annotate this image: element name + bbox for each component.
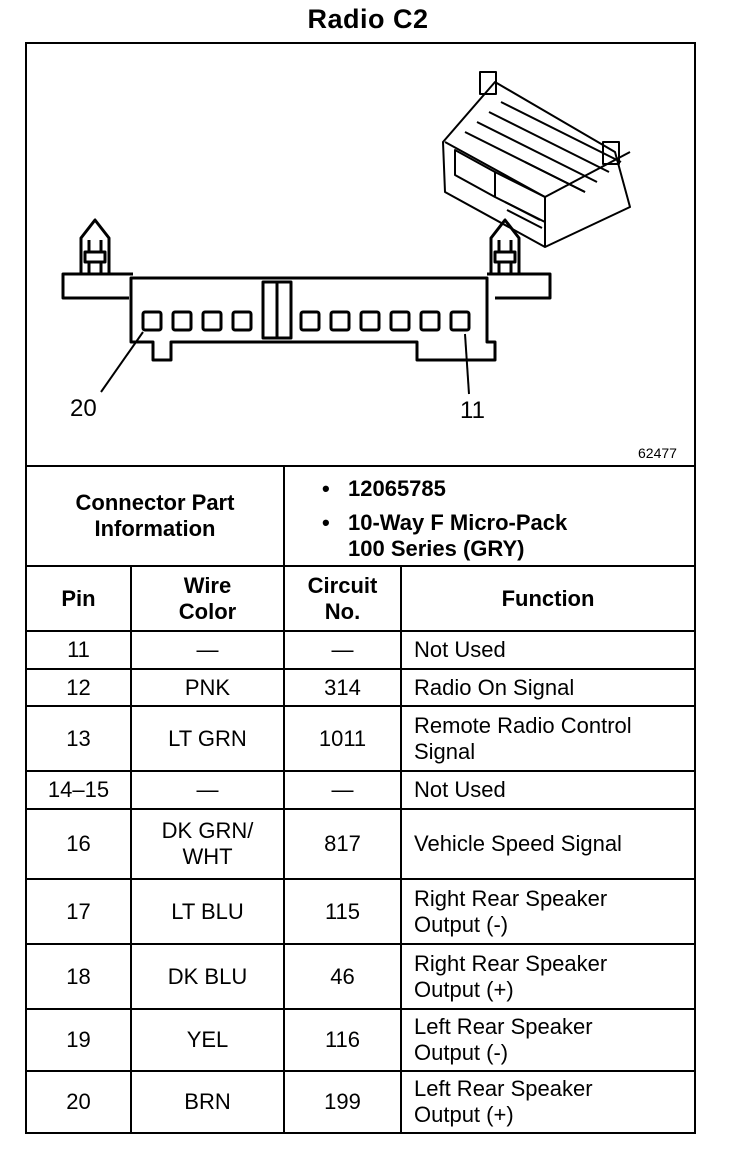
connector-info-label: Connector Part Information bbox=[75, 490, 235, 541]
wire-color-cell: DK GRN/ WHT bbox=[161, 818, 254, 869]
circuit-cell: 314 bbox=[324, 674, 361, 700]
pin-label-11: 11 bbox=[460, 397, 485, 424]
wire-color-cell: BRN bbox=[184, 1089, 231, 1114]
connector-info-item bbox=[322, 510, 567, 562]
function-cell: Radio On Signal bbox=[414, 674, 575, 700]
function-cell: Vehicle Speed Signal bbox=[414, 831, 622, 856]
wire-color-cell: LT BLU bbox=[171, 898, 244, 924]
page-title: Radio C2 bbox=[307, 4, 429, 34]
figure-number: 62477 bbox=[638, 445, 677, 461]
function-cell: Right Rear Speaker Output (-) bbox=[414, 885, 608, 937]
circuit-cell: — bbox=[331, 777, 354, 802]
wire-color-cell: — bbox=[196, 777, 219, 802]
wire-color-cell: YEL bbox=[186, 1027, 229, 1052]
pin-cell: 18 bbox=[66, 963, 91, 989]
pin-cell: 20 bbox=[66, 1089, 91, 1114]
connector-face-view-icon bbox=[63, 220, 550, 394]
bullet-icon: • bbox=[322, 476, 330, 501]
header-function: Function bbox=[501, 585, 595, 611]
circuit-cell: 199 bbox=[324, 1089, 361, 1114]
wire-color-cell: PNK bbox=[184, 674, 231, 700]
function-cell: Not Used bbox=[414, 777, 506, 802]
info-divider bbox=[283, 466, 285, 566]
pin-cell: 12 bbox=[66, 674, 91, 700]
header-circuit: Circuit No. bbox=[307, 572, 378, 624]
circuit-cell: 817 bbox=[324, 831, 361, 856]
bullet-icon: • bbox=[322, 510, 330, 535]
connector-info-list bbox=[322, 476, 567, 570]
function-cell: Left Rear Speaker Output (-) bbox=[414, 1014, 593, 1065]
circuit-cell: 115 bbox=[324, 898, 361, 924]
connector-perspective-icon bbox=[443, 72, 630, 247]
pin-cell: 11 bbox=[67, 637, 90, 662]
pin-label-20: 20 bbox=[70, 395, 97, 422]
circuit-cell: — bbox=[331, 637, 354, 662]
pin-cell: 13 bbox=[66, 725, 91, 751]
function-cell: Right Rear Speaker Output (+) bbox=[414, 950, 608, 1002]
connector-diagram bbox=[25, 42, 696, 467]
wire-color-cell: LT GRN bbox=[168, 725, 247, 751]
wire-color-cell: DK BLU bbox=[167, 963, 248, 989]
header-pin: Pin bbox=[61, 585, 96, 611]
header-wire-color: Wire Color bbox=[178, 572, 237, 624]
pin-cell: 17 bbox=[66, 898, 91, 924]
function-cell: Left Rear Speaker Output (+) bbox=[414, 1076, 593, 1127]
circuit-cell: 116 bbox=[324, 1027, 361, 1052]
function-cell: Not Used bbox=[414, 637, 506, 662]
pin-cell: 16 bbox=[66, 831, 91, 856]
wire-color-cell: — bbox=[196, 637, 219, 662]
pin-cell: 19 bbox=[66, 1027, 91, 1052]
part-number: 12065785 bbox=[348, 476, 446, 501]
function-cell: Remote Radio Control Signal bbox=[414, 712, 632, 764]
circuit-cell: 46 bbox=[330, 963, 355, 989]
circuit-cell: 1011 bbox=[318, 725, 367, 751]
pin-cell: 14–15 bbox=[47, 777, 110, 802]
connector-info-item bbox=[322, 476, 567, 502]
connector-description: 10-Way F Micro-Pack 100 Series (GRY) bbox=[348, 510, 568, 561]
